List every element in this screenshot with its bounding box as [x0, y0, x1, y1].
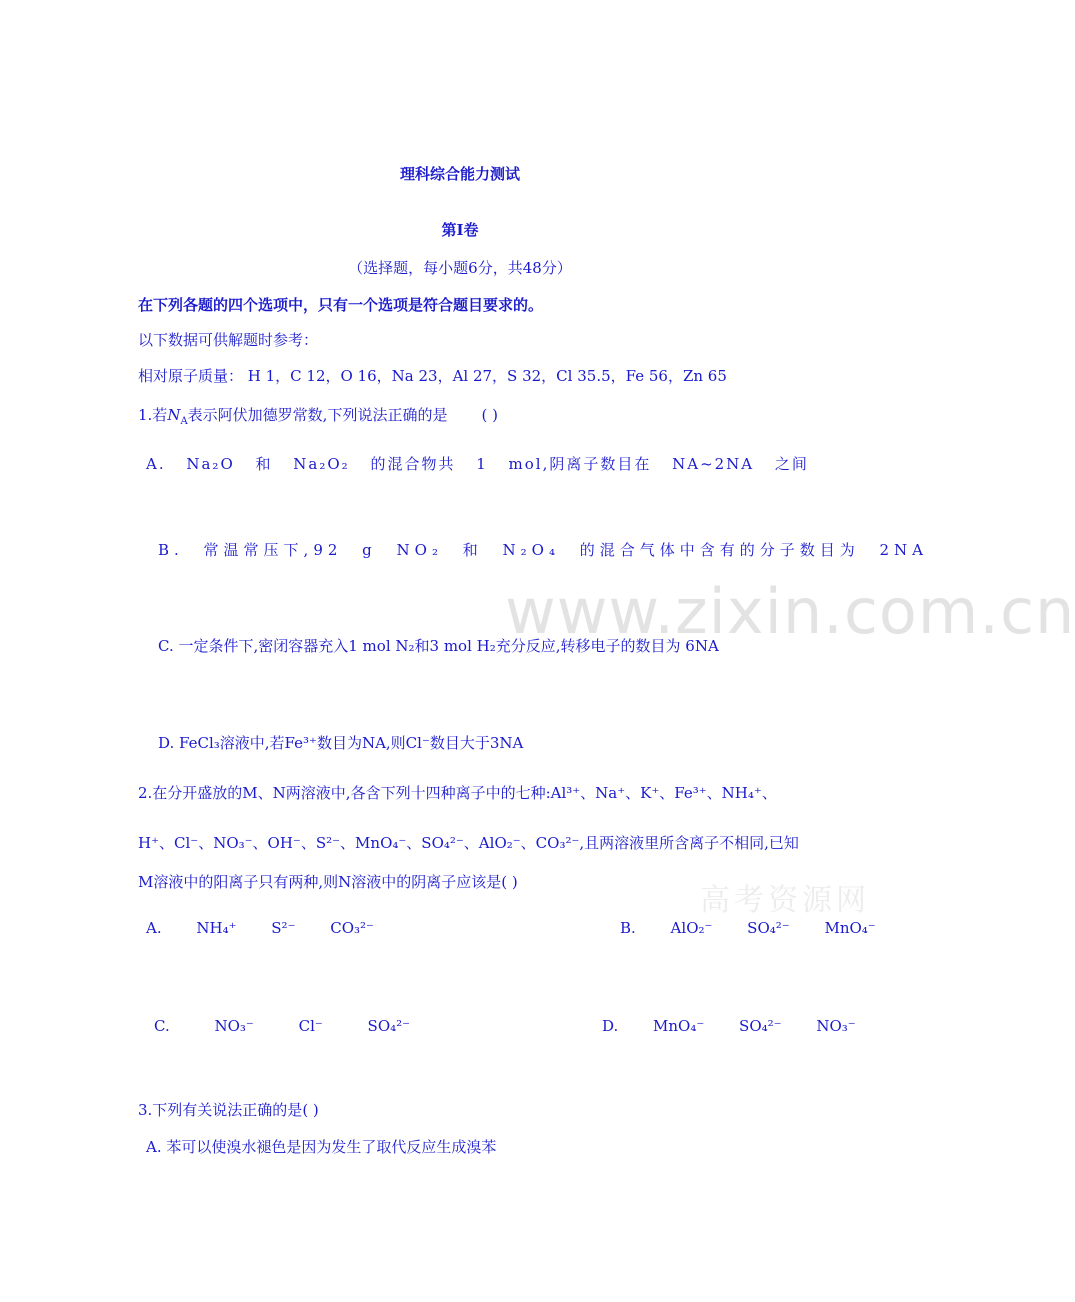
atomic-masses: 相对原子质量： H 1，C 12，O 16，Na 23，Al 27，S 32，Cl 35.5，Fe 56，Zn 65: [138, 367, 727, 385]
q3-option-a: A. 苯可以使溴水褪色是因为发生了取代反应生成溴苯: [146, 1138, 497, 1156]
q1-stem-suffix: 表示阿伏加德罗常数,下列说法正确的是: [187, 406, 448, 424]
q1-option-b: B. 常温常压下,92 g NO₂ 和 N₂O₄ 的混合气体中含有的分子数目为 2NA: [158, 541, 929, 559]
q1-option-c: C. 一定条件下,密闭容器充入1 mol N₂和3 mol H₂充分反应,转移电子的数目为 6NA: [158, 637, 719, 655]
q2-line-1: 2.在分开盛放的M、N两溶液中,各含下列十四种离子中的七种:Al³⁺、Na⁺、K⁺、Fe³⁺、NH₄⁺、: [138, 784, 777, 802]
q2-line-3: M溶液中的阳离子只有两种,则N溶液中的阴离子应该是( ): [138, 873, 518, 891]
page-title: 理科综合能力测试: [399, 165, 520, 183]
q1-option-d: D. FeCl₃溶液中,若Fe³⁺数目为NA,则Cl⁻数目大于3NA: [158, 734, 524, 752]
watermark-secondary: 高考资源网: [700, 883, 870, 918]
reference-line: 以下数据可供解题时参考：: [138, 331, 319, 349]
q2-option-d: D. MnO₄⁻ SO₄²⁻ NO₃⁻: [602, 1017, 856, 1035]
q1-option-a: A. Na₂O 和 Na₂O₂ 的混合物共 1 mol,阴离子数目在 NA~2NA 之间: [146, 455, 809, 473]
q2-option-b: B. AlO₂⁻ SO₄²⁻ MnO₄⁻: [620, 919, 876, 937]
section-note: （选择题，每小题6分，共48分）: [348, 259, 572, 277]
q2-option-a: A. NH₄⁺ S²⁻ CO₃²⁻: [146, 919, 374, 937]
watermark: www.zixin.com.cn: [505, 575, 1075, 648]
q2-line-2: H⁺、Cl⁻、NO₃⁻、OH⁻、S²⁻、MnO₄⁻、SO₄²⁻、AlO₂⁻、CO₃²⁻,且两溶液里所含离子不相同,已知: [138, 834, 799, 852]
q1-stem: 1.若$N_A$表示阿伏加德罗常数,下列说法正确的是 ( ): [138, 406, 498, 427]
q3-stem: 3.下列有关说法正确的是( ): [138, 1101, 319, 1119]
q2-option-c: C. NO₃⁻ Cl⁻ SO₄²⁻: [154, 1017, 411, 1035]
instruction: 在下列各题的四个选项中，只有一个选项是符合题目要求的。: [138, 296, 544, 314]
q1-stem-prefix: 1.若: [138, 406, 168, 424]
volume-heading: 第Ⅰ卷: [441, 221, 479, 239]
q1-paren: ( ): [481, 406, 498, 424]
